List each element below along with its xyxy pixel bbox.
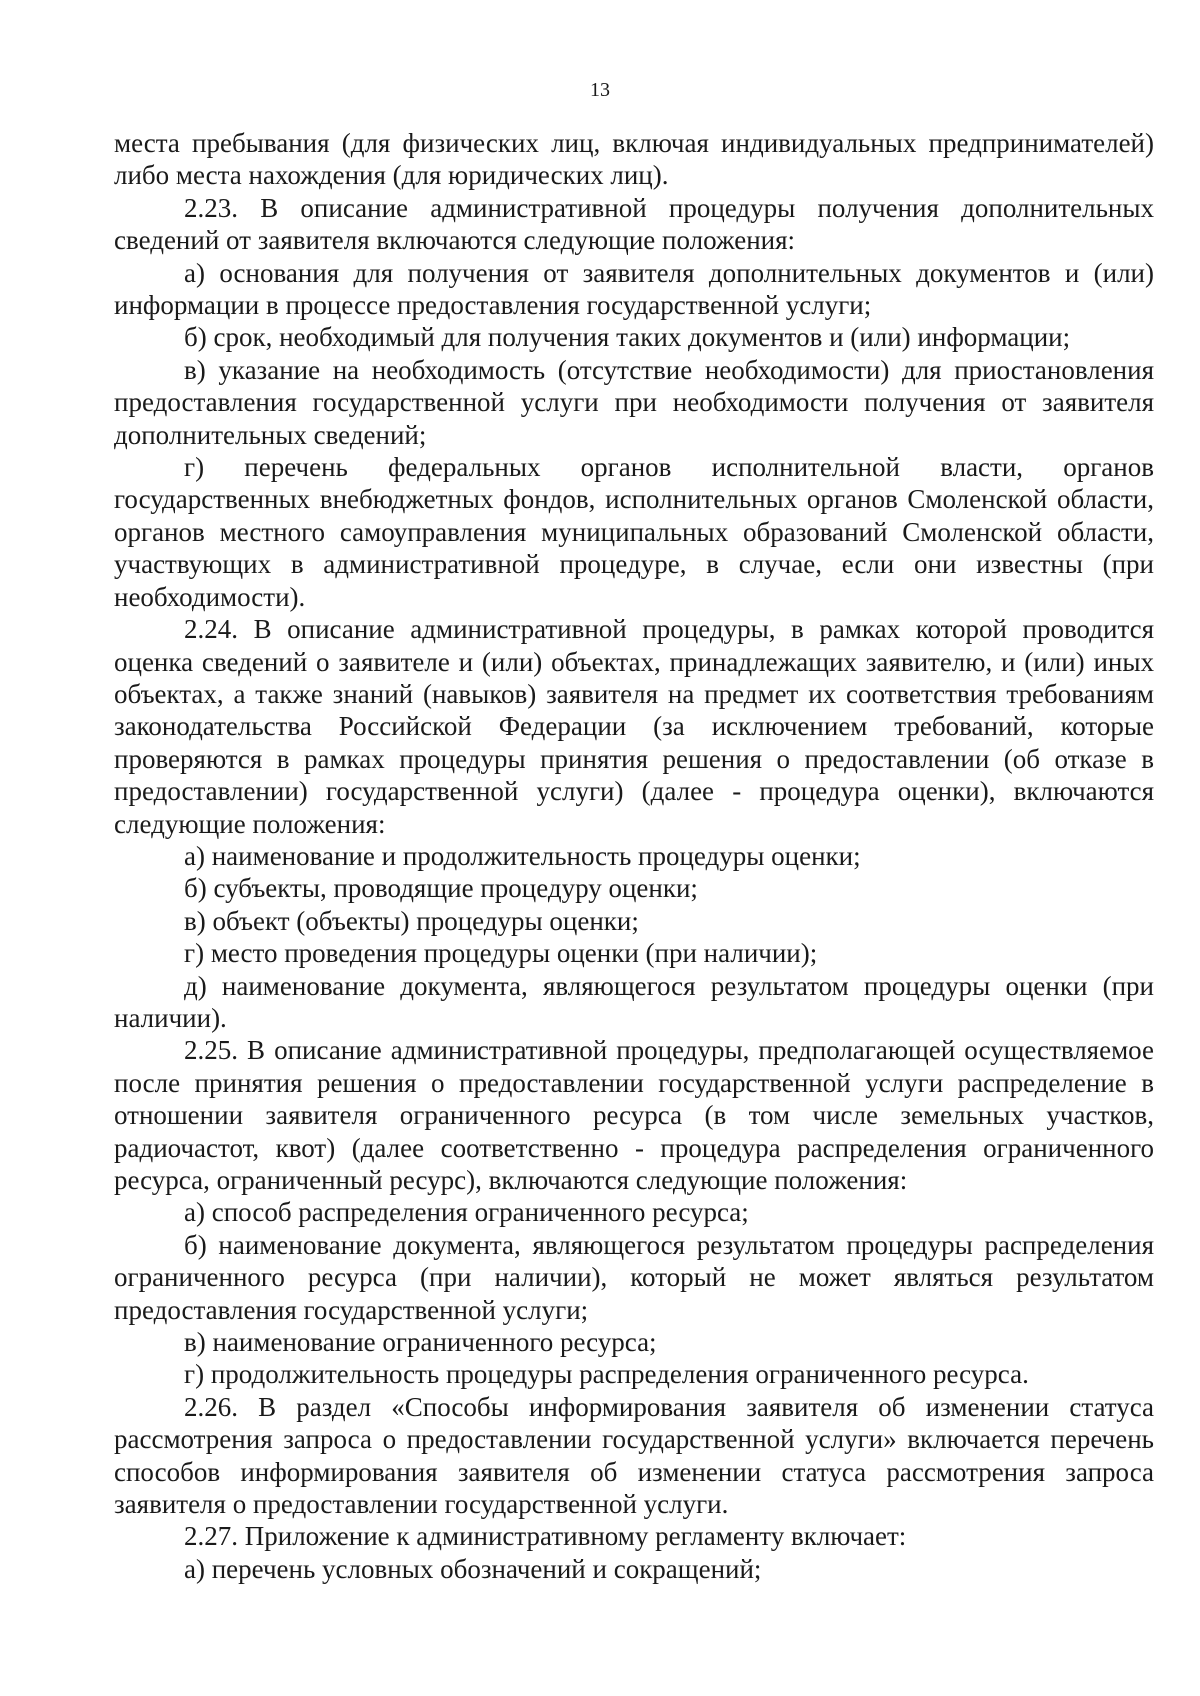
list-item-2-23-a: а) основания для получения от заявителя дополнительных документов и (или) информации в процессе предоставления государственной услуги;: [114, 257, 1154, 321]
list-item-2-24-d: д) наименование документа, являющегося результатом процедуры оценки (при наличии).: [114, 970, 1154, 1033]
list-item-2-23-g: г) перечень федеральных органов исполнительной власти, органов государственных внебюджетных фондов, исполнительных органов Смоленской области, органов местного самоуправления муниципальных образований Смоленской области, участвующих в административной процедуре, в случае, если они известны (при необходимости).: [114, 452, 1154, 612]
paragraph-continuation: места пребывания (для физических лиц, включая индивидуальных предпринимателей) либо места нахождения (для юридических лиц).: [114, 128, 1154, 191]
list-item-2-25-g: г) продолжительность процедуры распределения ограниченного ресурса.: [184, 1359, 1029, 1390]
list-item-2-25-b: б) наименование документа, являющегося результатом процедуры распределения ограниченного ресурса (при наличии), который не может являться результатом предоставления государственной услуги;: [114, 1229, 1154, 1325]
list-item-2-24-a: а) наименование и продолжительность процедуры оценки;: [184, 840, 861, 871]
paragraph-2-26: 2.26. В раздел «Способы информирования заявителя об изменении статуса рассмотрения запроса о предоставлении государственной услуги» включается перечень способов информирования заявителя об изменении статуса рассмотрения запроса заявителя о предоставлении государственной услуги.: [114, 1391, 1154, 1520]
list-item-2-24-b: б) субъекты, проводящие процедуру оценки;: [184, 873, 698, 904]
document-body: [114, 127, 1154, 1585]
paragraph-2-25: 2.25. В описание административной процедуры, предполагающей осуществляемое после принятия решения о предоставлении государственной услуги распределение в отношении заявителя ограниченного ресурса (в том числе земельных участков, радиочастот, квот) (далее соответственно - процедура распределения ограниченного ресурса, ограниченный ресурс), включаются следующие положения:: [114, 1035, 1154, 1195]
paragraph-2-23: 2.23. В описание административной процедуры получения дополнительных сведений от заявителя включаются следующие положения:: [114, 192, 1154, 256]
list-item-2-27-a: а) перечень условных обозначений и сокращений;: [184, 1553, 762, 1584]
list-item-2-25-a: а) способ распределения ограниченного ресурса;: [184, 1197, 749, 1228]
list-item-2-24-v: в) объект (объекты) процедуры оценки;: [184, 905, 639, 936]
list-item-2-23-b: б) срок, необходимый для получения таких документов и (или) информации;: [184, 322, 1071, 353]
list-item-2-25-v: в) наименование ограниченного ресурса;: [184, 1327, 657, 1358]
page-number: 13: [590, 79, 610, 101]
paragraph-2-27: 2.27. Приложение к административному регламенту включает:: [184, 1521, 907, 1552]
list-item-2-23-v: в) указание на необходимость (отсутствие необходимости) для приостановления предоставления государственной услуги при необходимости получения от заявителя дополнительных сведений;: [114, 354, 1154, 450]
list-item-2-24-g: г) место проведения процедуры оценки (при наличии);: [184, 938, 818, 969]
paragraph-2-24: 2.24. В описание административной процедуры, в рамках которой проводится оценка сведений о заявителе и (или) объектах, принадлежащих заявителю, и (или) иных объектах, а также знаний (навыков) заявителя на предмет их соответствия требованиям законодательства Российской Федерации (за исключением требований, которые проверяются в рамках процедуры принятия решения о предоставлении (об отказе в предоставлении) государственной услуги) (далее - процедура оценки), включаются следующие положения:: [114, 614, 1154, 839]
